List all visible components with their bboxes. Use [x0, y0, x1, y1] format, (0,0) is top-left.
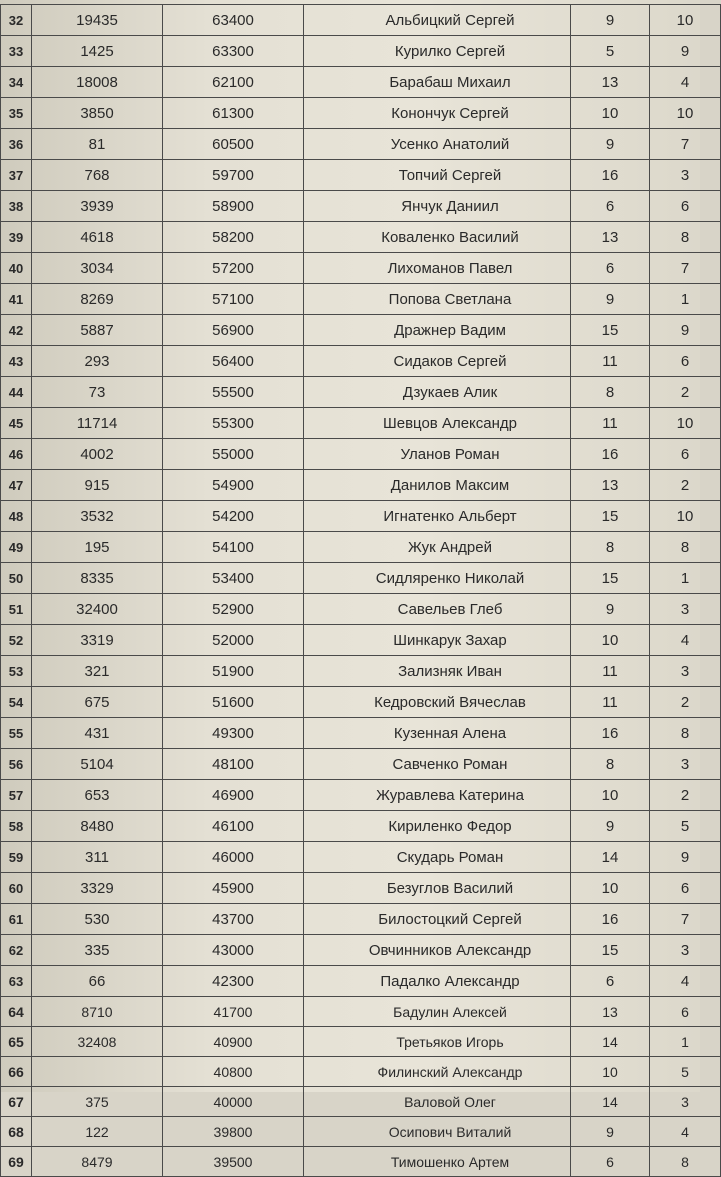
name-cell: Коваленко Василий: [304, 222, 571, 253]
value-b-cell: 6: [650, 346, 721, 377]
value-b-cell: 8: [650, 1147, 721, 1177]
value-a-cell: 5: [571, 36, 650, 67]
value-b-cell: 1: [650, 284, 721, 315]
name-cell: Курилко Сергей: [304, 36, 571, 67]
name-cell: Савченко Роман: [304, 749, 571, 780]
value-a-cell: 8: [571, 532, 650, 563]
rank-cell: 44: [1, 377, 32, 408]
name-cell: Янчук Даниил: [304, 191, 571, 222]
score-cell: 54900: [163, 470, 304, 501]
table-row: [1, 36, 721, 67]
rank-cell: 51: [1, 594, 32, 625]
id-cell: 1425: [32, 36, 163, 67]
score-cell: 57100: [163, 284, 304, 315]
rank-cell: 32: [1, 5, 32, 36]
id-cell: 675: [32, 687, 163, 718]
rank-cell: 47: [1, 470, 32, 501]
name-cell: Валовой Олег: [304, 1087, 571, 1117]
rank-cell: 50: [1, 563, 32, 594]
name-cell: Савельев Глеб: [304, 594, 571, 625]
value-b-cell: 8: [650, 532, 721, 563]
name-cell: Альбицкий Сергей: [304, 5, 571, 36]
value-a-cell: 10: [571, 625, 650, 656]
table-row: [1, 1057, 721, 1087]
rank-cell: 58: [1, 811, 32, 842]
table-row: [1, 408, 721, 439]
value-a-cell: 9: [571, 284, 650, 315]
score-cell: 55000: [163, 439, 304, 470]
id-cell: 8710: [32, 997, 163, 1027]
name-cell: Усенко Анатолий: [304, 129, 571, 160]
rank-cell: 52: [1, 625, 32, 656]
score-cell: 46000: [163, 842, 304, 873]
rank-cell: 61: [1, 904, 32, 935]
value-a-cell: 16: [571, 439, 650, 470]
id-cell: 66: [32, 966, 163, 997]
name-cell: Топчий Сергей: [304, 160, 571, 191]
id-cell: 195: [32, 532, 163, 563]
rank-cell: 41: [1, 284, 32, 315]
score-cell: 51900: [163, 656, 304, 687]
name-cell: Овчинников Александр: [304, 935, 571, 966]
value-b-cell: 10: [650, 501, 721, 532]
name-cell: Лихоманов Павел: [304, 253, 571, 284]
score-cell: 51600: [163, 687, 304, 718]
rank-cell: 69: [1, 1147, 32, 1177]
name-cell: Попова Светлана: [304, 284, 571, 315]
id-cell: 335: [32, 935, 163, 966]
name-cell: Кириленко Федор: [304, 811, 571, 842]
score-cell: 55500: [163, 377, 304, 408]
value-b-cell: 6: [650, 191, 721, 222]
value-b-cell: 3: [650, 935, 721, 966]
id-cell: 311: [32, 842, 163, 873]
table-row: [1, 160, 721, 191]
value-b-cell: 10: [650, 5, 721, 36]
value-b-cell: 3: [650, 160, 721, 191]
value-b-cell: 3: [650, 749, 721, 780]
rank-cell: 46: [1, 439, 32, 470]
value-b-cell: 4: [650, 966, 721, 997]
rank-cell: 38: [1, 191, 32, 222]
score-cell: 63400: [163, 5, 304, 36]
table-row: [1, 749, 721, 780]
score-cell: 62100: [163, 67, 304, 98]
table-row: [1, 997, 721, 1027]
score-cell: 53400: [163, 563, 304, 594]
value-a-cell: 8: [571, 377, 650, 408]
value-b-cell: 2: [650, 687, 721, 718]
table-row: [1, 842, 721, 873]
value-b-cell: 7: [650, 253, 721, 284]
score-cell: 59700: [163, 160, 304, 191]
score-cell: 52000: [163, 625, 304, 656]
rank-cell: 37: [1, 160, 32, 191]
rank-cell: 56: [1, 749, 32, 780]
name-cell: Данилов Максим: [304, 470, 571, 501]
id-cell: 32408: [32, 1027, 163, 1057]
value-b-cell: 3: [650, 656, 721, 687]
table-row: [1, 5, 721, 36]
value-b-cell: 1: [650, 563, 721, 594]
value-a-cell: 15: [571, 935, 650, 966]
value-a-cell: 10: [571, 873, 650, 904]
value-a-cell: 15: [571, 563, 650, 594]
value-a-cell: 6: [571, 191, 650, 222]
value-a-cell: 16: [571, 160, 650, 191]
value-b-cell: 9: [650, 36, 721, 67]
table-row: [1, 439, 721, 470]
table-row: [1, 625, 721, 656]
score-cell: 56400: [163, 346, 304, 377]
table-row: [1, 315, 721, 346]
value-a-cell: 9: [571, 5, 650, 36]
rank-cell: 53: [1, 656, 32, 687]
table-row: [1, 1147, 721, 1177]
score-cell: 58200: [163, 222, 304, 253]
table-row: [1, 904, 721, 935]
table-row: [1, 811, 721, 842]
name-cell: Падалко Александр: [304, 966, 571, 997]
value-b-cell: 6: [650, 873, 721, 904]
name-cell: Осипович Виталий: [304, 1117, 571, 1147]
name-cell: Кедровский Вячеслав: [304, 687, 571, 718]
value-b-cell: 4: [650, 625, 721, 656]
name-cell: Сидляренко Николай: [304, 563, 571, 594]
name-cell: Конончук Сергей: [304, 98, 571, 129]
score-cell: 46900: [163, 780, 304, 811]
value-a-cell: 9: [571, 1117, 650, 1147]
score-cell: 40800: [163, 1057, 304, 1087]
id-cell: 768: [32, 160, 163, 191]
id-cell: 4002: [32, 439, 163, 470]
score-cell: 46100: [163, 811, 304, 842]
name-cell: Дражнер Вадим: [304, 315, 571, 346]
value-a-cell: 13: [571, 67, 650, 98]
rank-cell: 65: [1, 1027, 32, 1057]
score-cell: 39800: [163, 1117, 304, 1147]
score-cell: 58900: [163, 191, 304, 222]
name-cell: Барабаш Михаил: [304, 67, 571, 98]
id-cell: 8479: [32, 1147, 163, 1177]
name-cell: Скударь Роман: [304, 842, 571, 873]
id-cell: 8480: [32, 811, 163, 842]
table-row: [1, 1027, 721, 1057]
id-cell: 915: [32, 470, 163, 501]
name-cell: Шевцов Александр: [304, 408, 571, 439]
id-cell: 81: [32, 129, 163, 160]
name-cell: Филинский Александр: [304, 1057, 571, 1087]
score-cell: 61300: [163, 98, 304, 129]
rank-cell: 62: [1, 935, 32, 966]
table-row: [1, 656, 721, 687]
score-cell: 43000: [163, 935, 304, 966]
score-cell: 49300: [163, 718, 304, 749]
rank-cell: 55: [1, 718, 32, 749]
rank-cell: 43: [1, 346, 32, 377]
rank-cell: 39: [1, 222, 32, 253]
rank-cell: 49: [1, 532, 32, 563]
id-cell: 18008: [32, 67, 163, 98]
table-row: [1, 966, 721, 997]
rank-cell: 60: [1, 873, 32, 904]
value-a-cell: 11: [571, 408, 650, 439]
value-b-cell: 5: [650, 1057, 721, 1087]
table-row: [1, 470, 721, 501]
score-cell: 41700: [163, 997, 304, 1027]
value-a-cell: 13: [571, 997, 650, 1027]
value-b-cell: 4: [650, 67, 721, 98]
id-cell: 3939: [32, 191, 163, 222]
value-b-cell: 2: [650, 470, 721, 501]
value-a-cell: 15: [571, 315, 650, 346]
rank-cell: 66: [1, 1057, 32, 1087]
table-row: [1, 718, 721, 749]
value-a-cell: 14: [571, 1087, 650, 1117]
id-cell: 122: [32, 1117, 163, 1147]
table-row: [1, 284, 721, 315]
rank-cell: 42: [1, 315, 32, 346]
value-a-cell: 15: [571, 501, 650, 532]
rank-cell: 34: [1, 67, 32, 98]
rank-cell: 57: [1, 780, 32, 811]
score-cell: 45900: [163, 873, 304, 904]
table-row: [1, 222, 721, 253]
value-b-cell: 3: [650, 1087, 721, 1117]
score-cell: 63300: [163, 36, 304, 67]
table-row: [1, 873, 721, 904]
rank-cell: 36: [1, 129, 32, 160]
name-cell: Билостоцкий Сергей: [304, 904, 571, 935]
rank-cell: 48: [1, 501, 32, 532]
id-cell: 3329: [32, 873, 163, 904]
name-cell: Журавлева Катерина: [304, 780, 571, 811]
value-b-cell: 6: [650, 439, 721, 470]
id-cell: 32400: [32, 594, 163, 625]
score-cell: 54200: [163, 501, 304, 532]
value-b-cell: 7: [650, 904, 721, 935]
value-a-cell: 13: [571, 222, 650, 253]
id-cell: 3034: [32, 253, 163, 284]
id-cell: 4618: [32, 222, 163, 253]
name-cell: Бадулин Алексей: [304, 997, 571, 1027]
rank-cell: 40: [1, 253, 32, 284]
value-a-cell: 16: [571, 718, 650, 749]
table-row: [1, 935, 721, 966]
id-cell: 530: [32, 904, 163, 935]
table-row: [1, 501, 721, 532]
value-a-cell: 6: [571, 1147, 650, 1177]
name-cell: Жук Андрей: [304, 532, 571, 563]
table-row: [1, 253, 721, 284]
name-cell: Шинкарук Захар: [304, 625, 571, 656]
score-cell: 57200: [163, 253, 304, 284]
id-cell: 5887: [32, 315, 163, 346]
value-b-cell: 4: [650, 1117, 721, 1147]
name-cell: Третьяков Игорь: [304, 1027, 571, 1057]
score-cell: 43700: [163, 904, 304, 935]
value-a-cell: 16: [571, 904, 650, 935]
value-b-cell: 1: [650, 1027, 721, 1057]
name-cell: Игнатенко Альберт: [304, 501, 571, 532]
value-b-cell: 7: [650, 129, 721, 160]
id-cell: [32, 1057, 163, 1087]
name-cell: Безуглов Василий: [304, 873, 571, 904]
rank-cell: 67: [1, 1087, 32, 1117]
id-cell: 8335: [32, 563, 163, 594]
score-cell: 42300: [163, 966, 304, 997]
value-b-cell: 5: [650, 811, 721, 842]
value-b-cell: 8: [650, 222, 721, 253]
rank-cell: 68: [1, 1117, 32, 1147]
name-cell: Дзукаев Алик: [304, 377, 571, 408]
value-b-cell: 3: [650, 594, 721, 625]
id-cell: 3850: [32, 98, 163, 129]
score-cell: 40900: [163, 1027, 304, 1057]
name-cell: Кузенная Алена: [304, 718, 571, 749]
score-cell: 40000: [163, 1087, 304, 1117]
id-cell: 8269: [32, 284, 163, 315]
value-a-cell: 9: [571, 594, 650, 625]
score-cell: 52900: [163, 594, 304, 625]
id-cell: 293: [32, 346, 163, 377]
results-table-body: [1, 5, 721, 1177]
id-cell: 375: [32, 1087, 163, 1117]
table-row: [1, 129, 721, 160]
id-cell: 19435: [32, 5, 163, 36]
value-b-cell: 6: [650, 997, 721, 1027]
value-b-cell: 10: [650, 408, 721, 439]
value-b-cell: 8: [650, 718, 721, 749]
id-cell: 431: [32, 718, 163, 749]
score-cell: 60500: [163, 129, 304, 160]
results-table: [0, 4, 721, 1177]
table-row: [1, 780, 721, 811]
value-a-cell: 11: [571, 656, 650, 687]
value-b-cell: 10: [650, 98, 721, 129]
rank-cell: 54: [1, 687, 32, 718]
id-cell: 321: [32, 656, 163, 687]
value-b-cell: 2: [650, 780, 721, 811]
name-cell: Уланов Роман: [304, 439, 571, 470]
table-row: [1, 98, 721, 129]
table-row: [1, 532, 721, 563]
score-cell: 39500: [163, 1147, 304, 1177]
value-a-cell: 11: [571, 687, 650, 718]
value-a-cell: 14: [571, 1027, 650, 1057]
value-b-cell: 2: [650, 377, 721, 408]
rank-cell: 64: [1, 997, 32, 1027]
id-cell: 73: [32, 377, 163, 408]
value-b-cell: 9: [650, 842, 721, 873]
table-row: [1, 377, 721, 408]
name-cell: Тимошенко Артем: [304, 1147, 571, 1177]
table-row: [1, 67, 721, 98]
name-cell: Зализняк Иван: [304, 656, 571, 687]
value-a-cell: 6: [571, 253, 650, 284]
score-cell: 56900: [163, 315, 304, 346]
score-cell: 55300: [163, 408, 304, 439]
rank-cell: 33: [1, 36, 32, 67]
value-a-cell: 6: [571, 966, 650, 997]
value-a-cell: 13: [571, 470, 650, 501]
score-cell: 48100: [163, 749, 304, 780]
value-a-cell: 9: [571, 129, 650, 160]
table-row: [1, 1117, 721, 1147]
id-cell: 3319: [32, 625, 163, 656]
value-a-cell: 11: [571, 346, 650, 377]
table-row: [1, 594, 721, 625]
rank-cell: 45: [1, 408, 32, 439]
id-cell: 5104: [32, 749, 163, 780]
table-row: [1, 346, 721, 377]
id-cell: 11714: [32, 408, 163, 439]
rank-cell: 59: [1, 842, 32, 873]
table-row: [1, 687, 721, 718]
rank-cell: 35: [1, 98, 32, 129]
value-a-cell: 10: [571, 780, 650, 811]
id-cell: 3532: [32, 501, 163, 532]
table-row: [1, 191, 721, 222]
id-cell: 653: [32, 780, 163, 811]
rank-cell: 63: [1, 966, 32, 997]
value-b-cell: 9: [650, 315, 721, 346]
table-row: [1, 563, 721, 594]
score-cell: 54100: [163, 532, 304, 563]
value-a-cell: 10: [571, 98, 650, 129]
value-a-cell: 9: [571, 811, 650, 842]
table-row: [1, 1087, 721, 1117]
name-cell: Сидаков Сергей: [304, 346, 571, 377]
value-a-cell: 8: [571, 749, 650, 780]
value-a-cell: 14: [571, 842, 650, 873]
value-a-cell: 10: [571, 1057, 650, 1087]
